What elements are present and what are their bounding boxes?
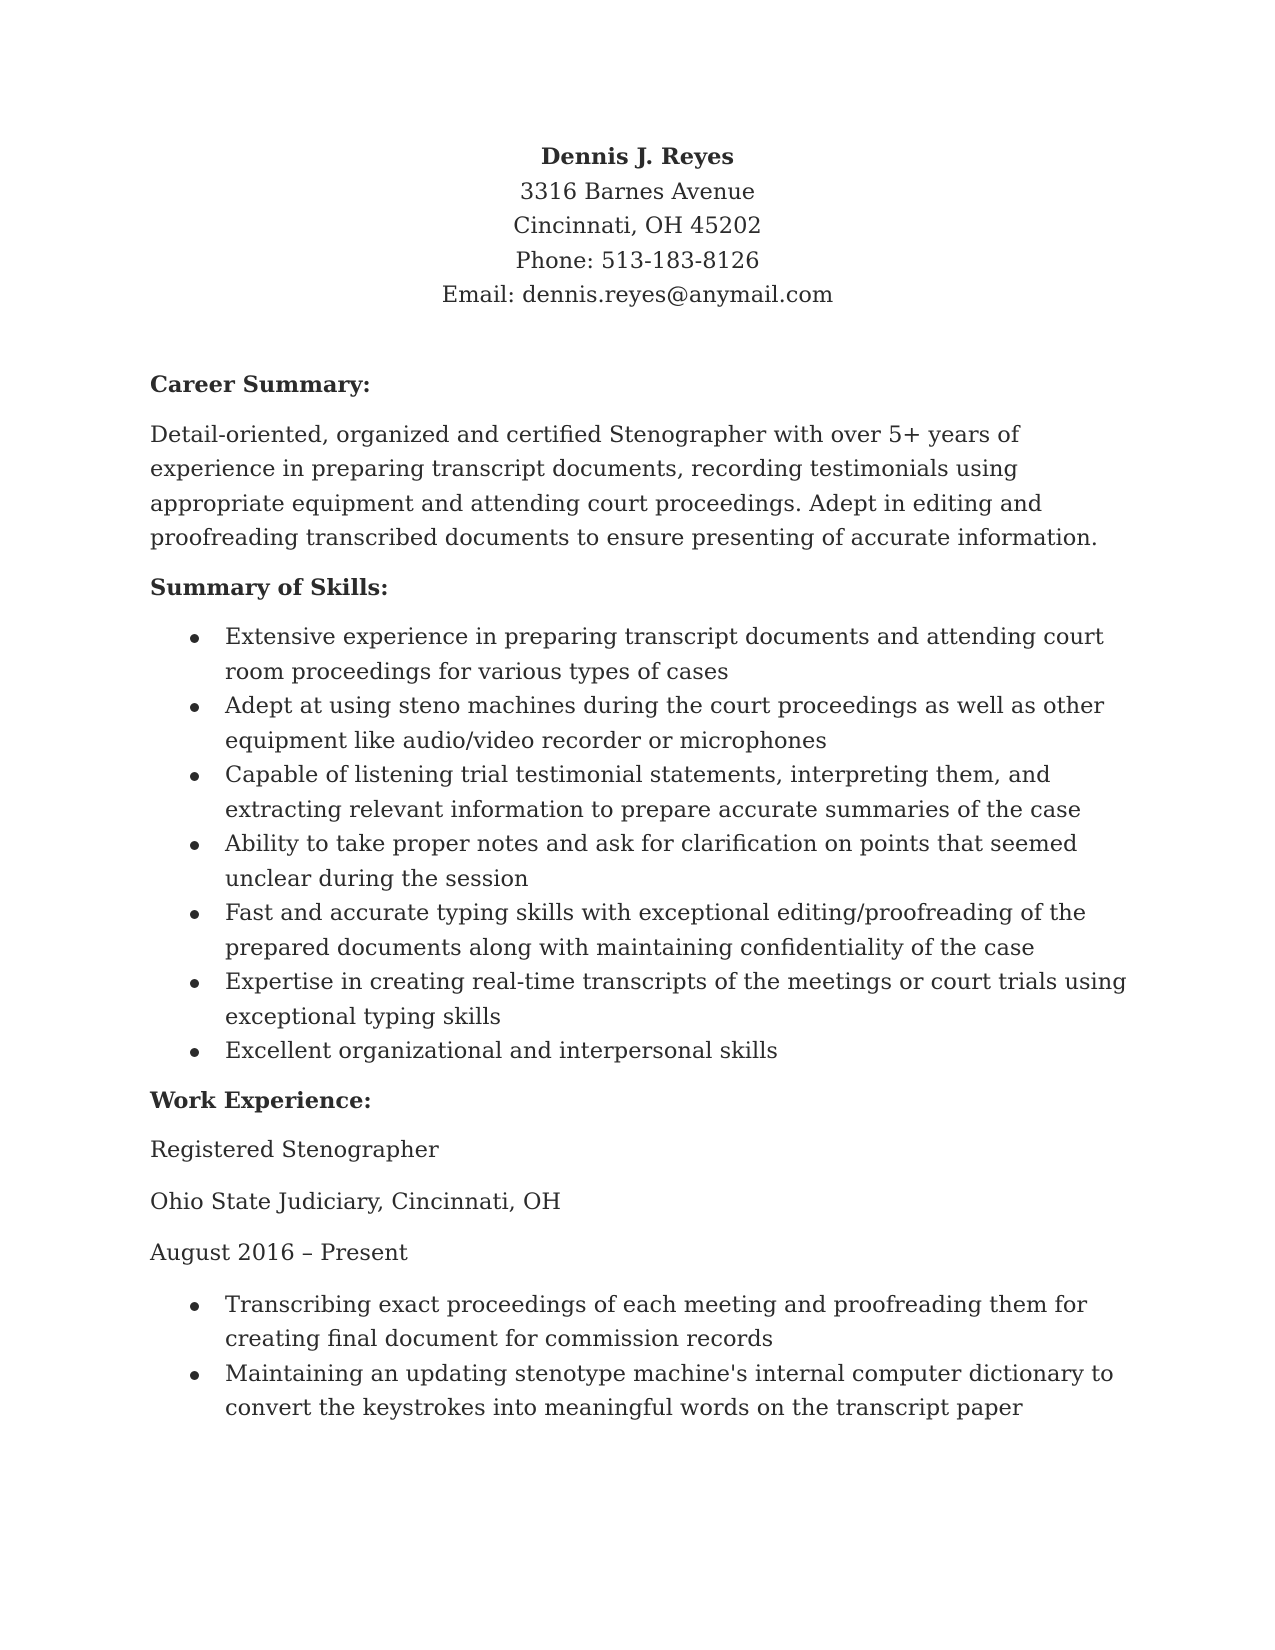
skill-text: Excellent organizational and interpersonal skills [225,1038,778,1064]
employer: Ohio State Judiciary, Cincinnati, OH [150,1188,562,1215]
career-summary-heading: Career Summary: [150,372,371,398]
list-item [150,1288,1130,1357]
candidate-name: Dennis J. Reyes [540,144,735,170]
skill-text: Extensive experience in preparing transcript documents and attending court room proceedings for various types of cases [225,624,1104,685]
career-summary-text: Detail-oriented, organized and certified Stenographer with over 5+ years of experience in preparing transcript documents, recording testimonials using appropriate equipment and attending court proceedings. Adept in editing and proofreading transcribed documents to ensure presenting of accurate information. [150,421,1098,551]
city-state-zip: Cincinnati, OH 45202 [513,213,762,239]
employment-dates: August 2016 – Present [150,1240,408,1266]
skill-text: Expertise in creating real-time transcripts of the meetings or court trials using exceptional typing skills [225,969,1127,1030]
list-item [150,965,1130,1034]
email-address: Email: dennis.reyes@anymail.com [441,282,834,308]
bullet-icon [190,1371,199,1380]
bullet-icon [190,772,199,781]
list-item [150,620,1130,689]
contact-header [0,140,1275,313]
list-item [150,689,1130,758]
list-item [150,1034,1130,1069]
work-duties-list [150,1288,1130,1426]
street-address: 3316 Barnes Avenue [519,178,756,205]
bullet-icon [190,703,199,712]
skill-text: Adept at using steno machines during the court proceedings as well as other equipment like audio/video recorder or microphones [225,693,1105,754]
work-experience-heading: Work Experience: [150,1087,372,1114]
list-item [150,896,1130,965]
skills-list [150,620,1130,1069]
bullet-icon [190,1048,199,1057]
duty-text: Transcribing exact proceedings of each meeting and proofreading them for creating final document for commission records [225,1291,1088,1352]
bullet-icon [190,841,199,850]
list-item [150,1357,1130,1426]
phone-number: Phone: 513-183-8126 [515,247,760,274]
resume-body [150,368,1130,1441]
duty-text: Maintaining an updating stenotype machine's internal computer dictionary to convert the keystrokes into meaningful words on the transcript paper [225,1360,1114,1421]
list-item [150,758,1130,827]
skills-heading: Summary of Skills: [150,574,389,601]
job-title: Registered Stenographer [150,1137,439,1163]
bullet-icon [190,910,199,919]
skill-text: Fast and accurate typing skills with exceptional editing/proofreading of the prepared documents along with maintaining confidentiality of the case [225,900,1087,961]
skill-text: Capable of listening trial testimonial statements, interpreting them, and extracting relevant information to prepare accurate summaries of the case [225,762,1082,823]
bullet-icon [190,979,199,988]
skill-text: Ability to take proper notes and ask for clarification on points that seemed unclear during the session [225,831,1078,892]
bullet-icon [190,1302,199,1311]
bullet-icon [190,634,199,643]
list-item [150,827,1130,896]
